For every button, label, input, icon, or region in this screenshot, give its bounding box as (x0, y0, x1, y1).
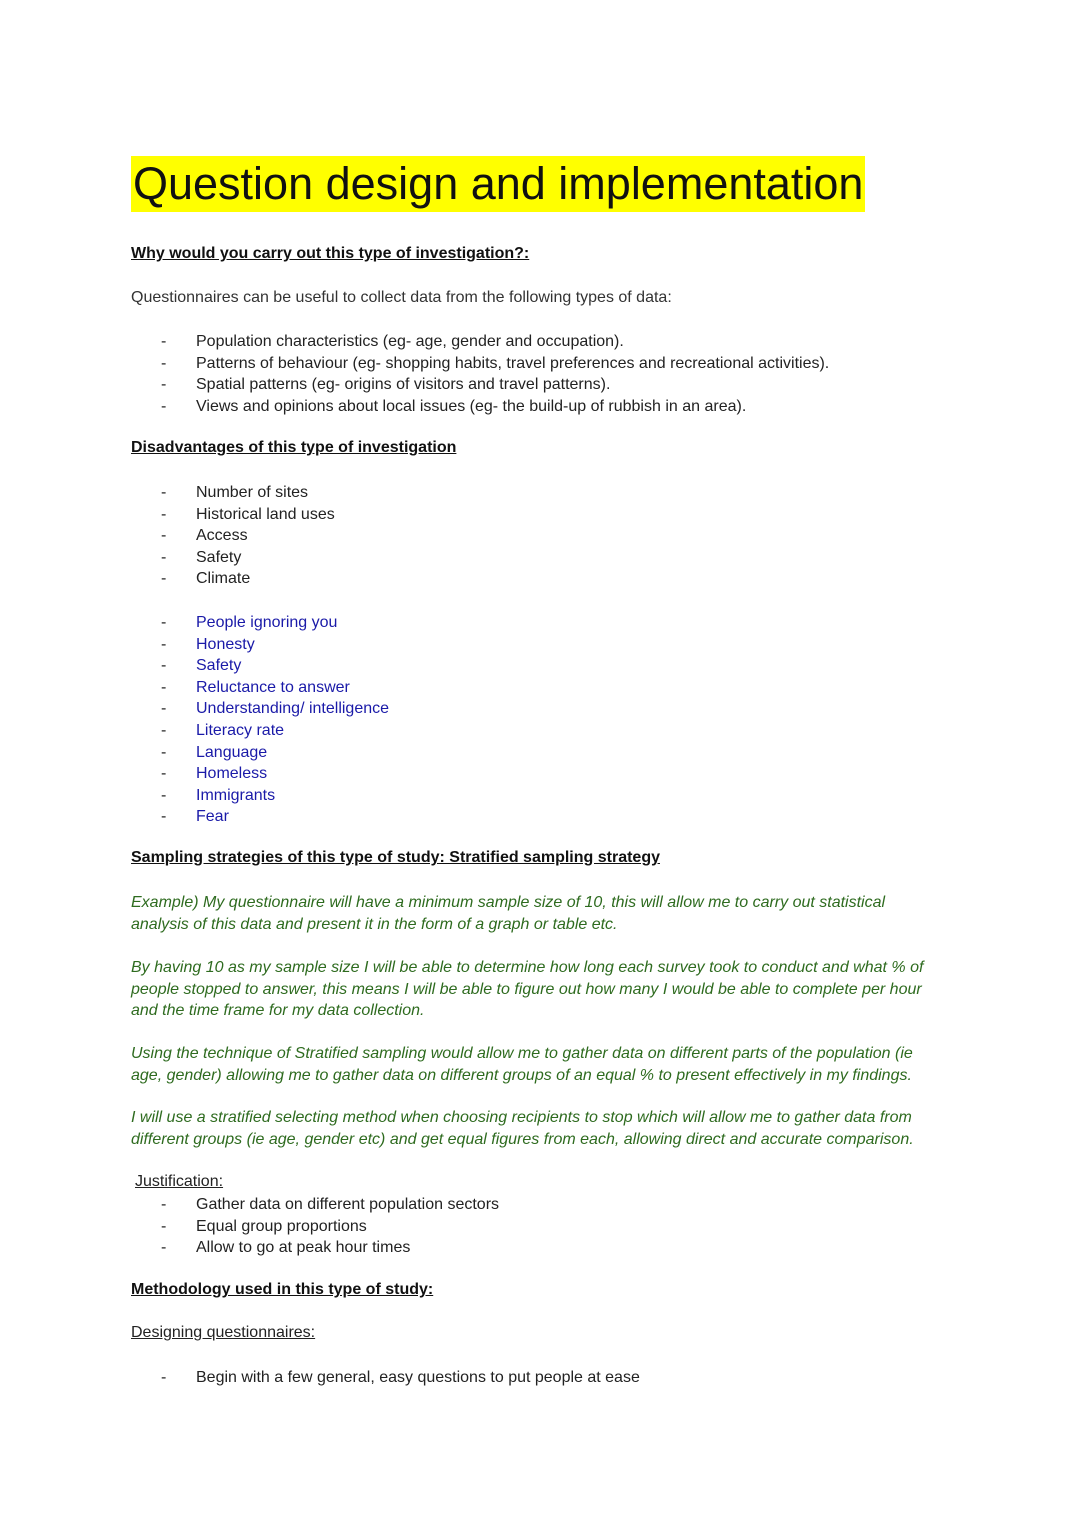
sampling-paragraph-sample-size (131, 957, 951, 1022)
questionnaire-disadvantages-list (131, 612, 389, 828)
why-intro: Questionnaires can be useful to collect data from the following types of data: (131, 289, 672, 306)
list-item: - Spatial patterns (eg- origins of visitors and travel patterns). (131, 374, 829, 396)
disadvantages-list (131, 482, 335, 590)
justification-list (131, 1194, 499, 1259)
paragraph-line: age, gender) allowing me to gather data on different groups of an equal % to present effectively in my findings. (131, 1066, 912, 1084)
designing-questionnaires-subheading: Designing questionnaires: (131, 1324, 316, 1341)
paragraph-line: people stopped to answer, this means I will be able to figure out how many I would be able to complete per hour (131, 980, 922, 998)
list-item: - Safety (131, 547, 335, 569)
paragraph-line: By having 10 as my sample size I will be able to determine how long each survey took to conduct and what % of (131, 959, 924, 976)
list-item: - Safety (131, 655, 389, 677)
list-item: - Reluctance to answer (131, 677, 389, 699)
list-item: - Equal group proportions (131, 1216, 499, 1238)
list-item: - Allow to go at peak hour times (131, 1237, 499, 1259)
list-item: - Historical land uses (131, 504, 335, 526)
list-item: - Understanding/ intelligence (131, 698, 389, 720)
list-item: - Climate (131, 568, 335, 590)
list-item: - Population characteristics (eg- age, gender and occupation). (131, 331, 829, 353)
disadvantages-heading: Disadvantages of this type of investigation (131, 439, 457, 456)
page-title: Question design and implementation (131, 156, 865, 212)
paragraph-line: Using the technique of Stratified sampling would allow me to gather data on different parts of the population (ie (131, 1045, 913, 1062)
methodology-list (131, 1367, 640, 1389)
list-item: - Number of sites (131, 482, 335, 504)
paragraph-line: analysis of this data and present it in the form of a graph or table etc. (131, 915, 618, 933)
list-item: - Language (131, 742, 389, 764)
why-list (131, 331, 829, 417)
methodology-heading: Methodology used in this type of study: (131, 1281, 434, 1298)
paragraph-line: different groups (ie age, gender etc) and get equal figures from each, allowing direct and accurate comparison. (131, 1130, 914, 1148)
list-item: - Patterns of behaviour (eg- shopping habits, travel preferences and recreational activities). (131, 353, 829, 375)
paragraph-line: Example) My questionnaire will have a minimum sample size of 10, this will allow me to carry out statistical (131, 894, 886, 911)
list-item: - Gather data on different population sectors (131, 1194, 499, 1216)
justification-label: Justification: (135, 1173, 224, 1190)
sampling-heading: Sampling strategies of this type of study: Stratified sampling strategy (131, 849, 660, 866)
list-item: - Homeless (131, 763, 389, 785)
why-heading: Why would you carry out this type of investigation?: (131, 245, 530, 262)
sampling-paragraph-selection (131, 1107, 951, 1150)
list-item: - Immigrants (131, 785, 389, 807)
list-item: - Begin with a few general, easy questions to put people at ease (131, 1367, 640, 1389)
list-item: - People ignoring you (131, 612, 389, 634)
list-item: - Fear (131, 806, 389, 828)
list-item: - Views and opinions about local issues (eg- the build-up of rubbish in an area). (131, 396, 829, 418)
list-item: - Access (131, 525, 335, 547)
list-item: - Literacy rate (131, 720, 389, 742)
paragraph-line: I will use a stratified selecting method when choosing recipients to stop which will allow me to gather data from (131, 1109, 912, 1126)
sampling-paragraph-technique (131, 1043, 951, 1086)
sampling-paragraph-example (131, 892, 951, 935)
list-item: - Honesty (131, 634, 389, 656)
paragraph-line: and the time frame for my data collection. (131, 1002, 425, 1020)
